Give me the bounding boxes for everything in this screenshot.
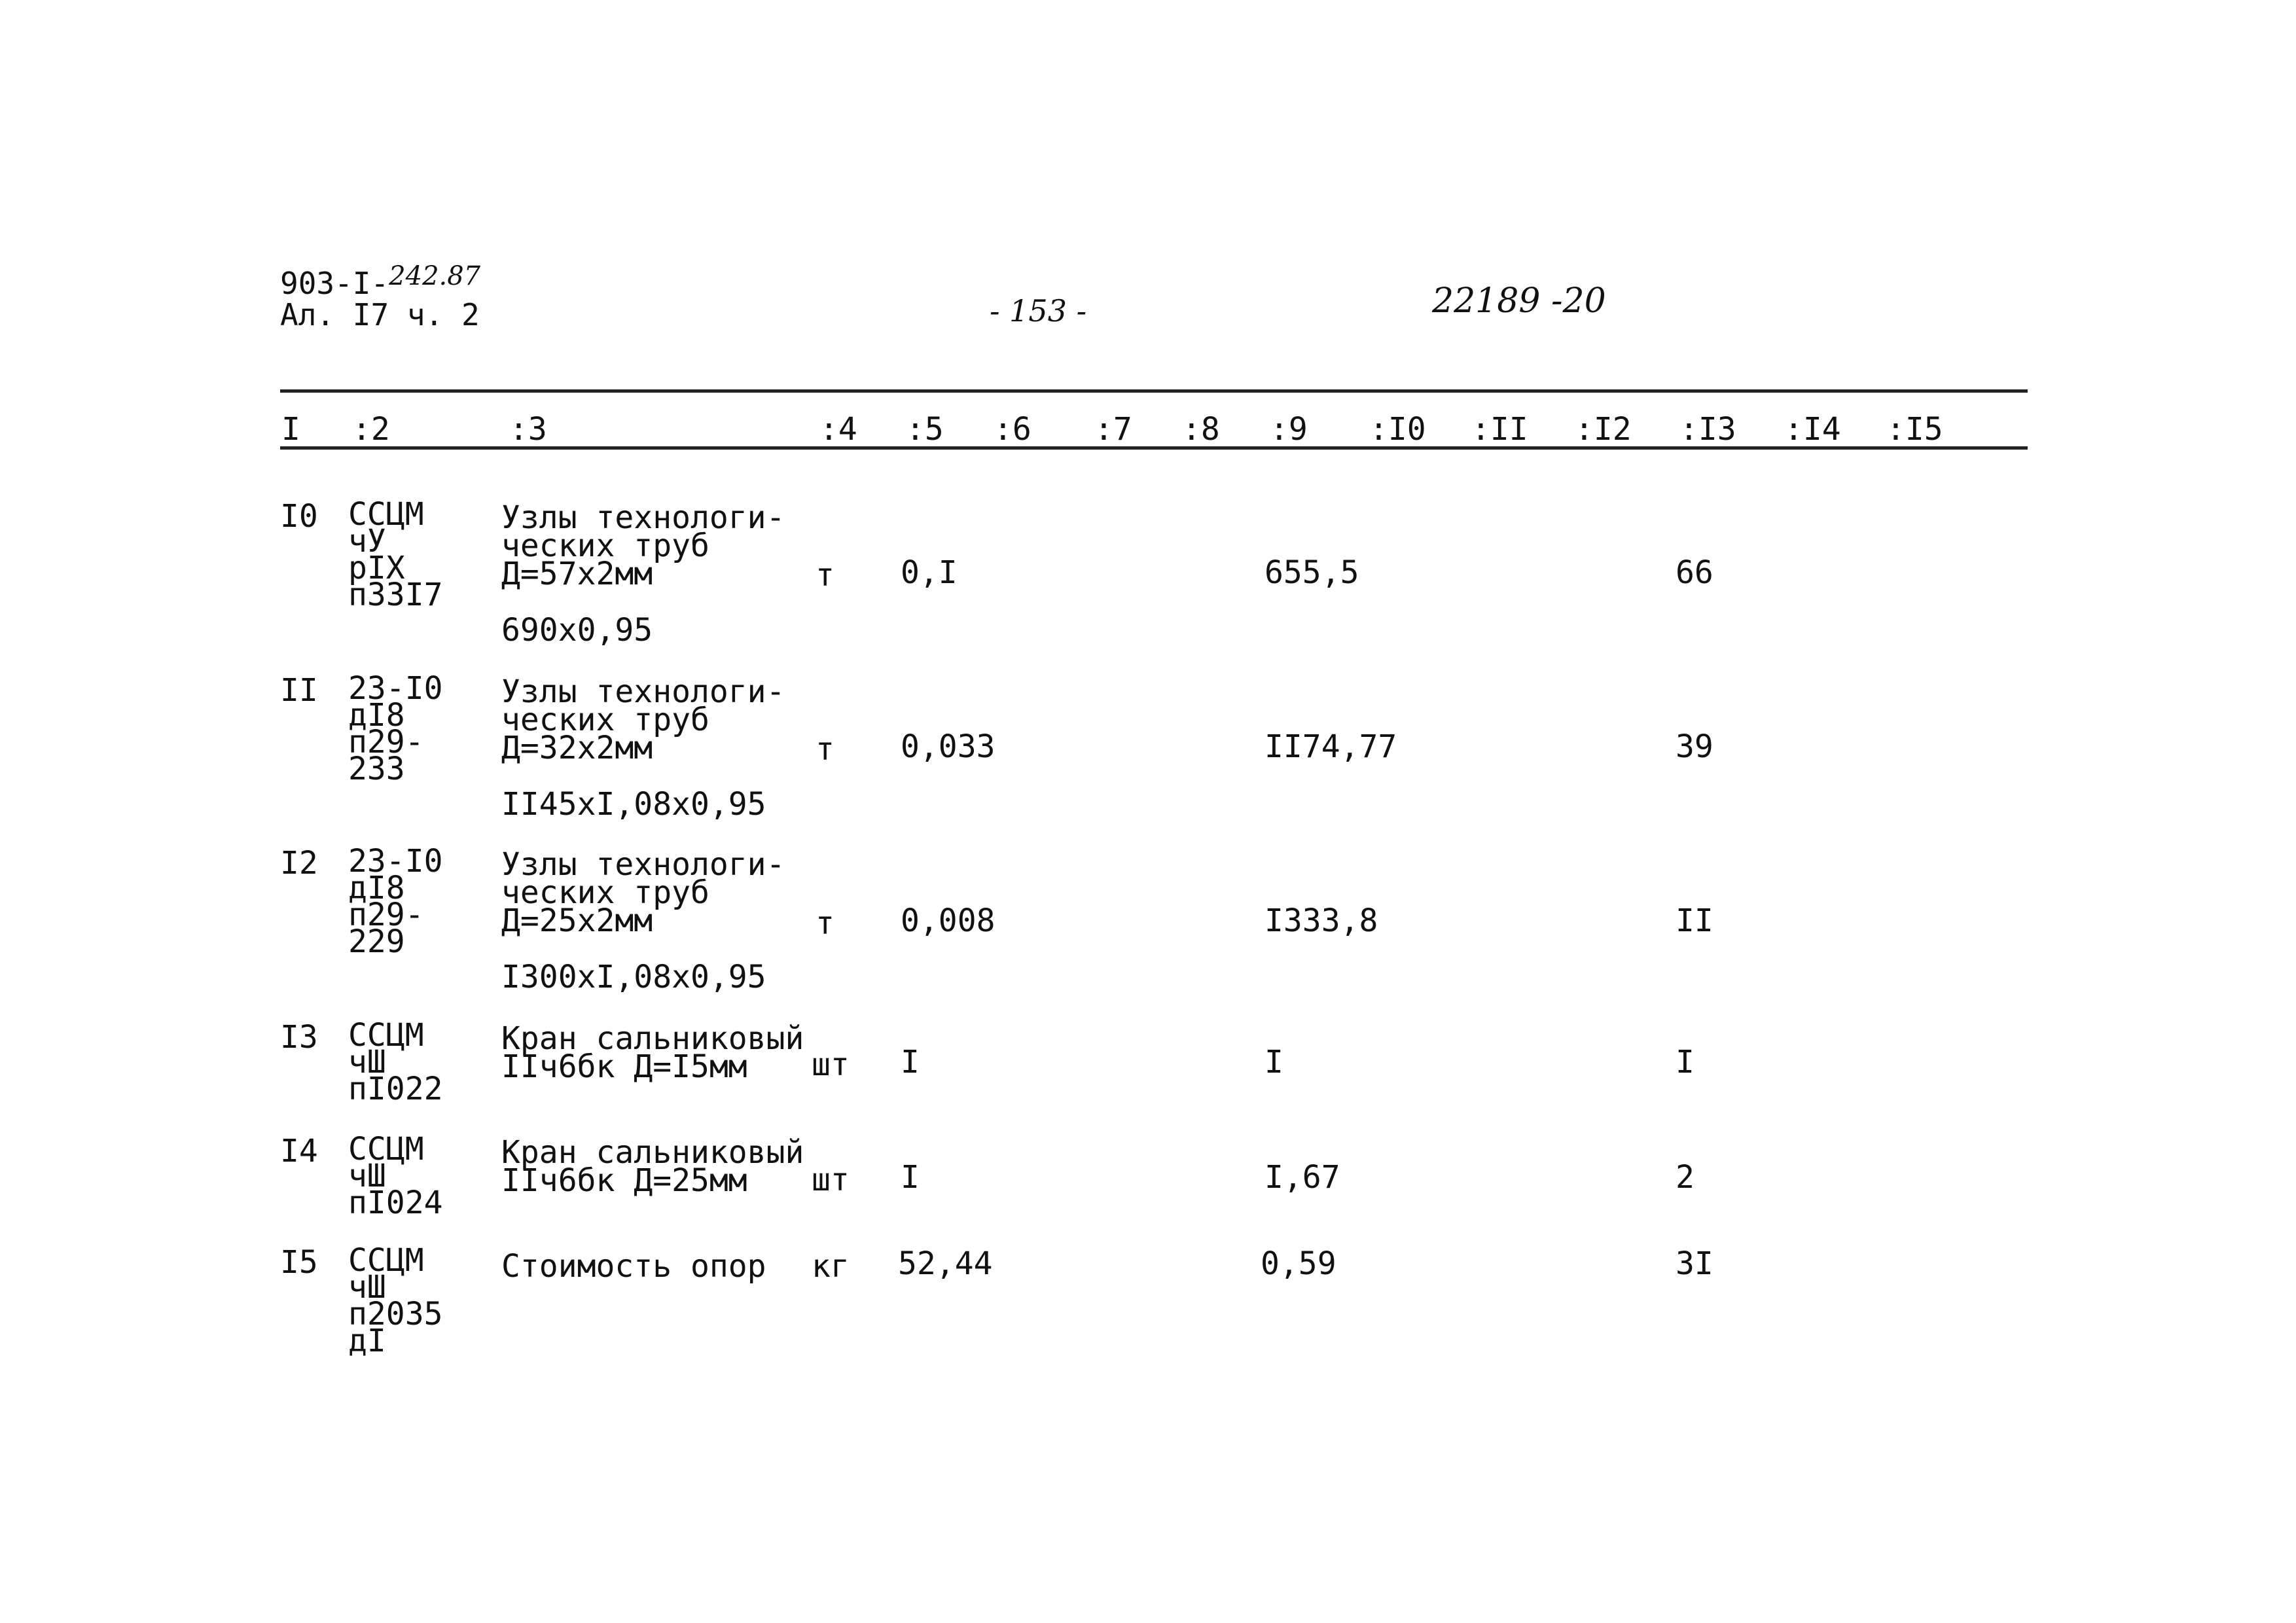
- row-note: I300хI,08х0,95: [501, 959, 766, 995]
- row-price: I: [1265, 1044, 1283, 1080]
- row-quantity: I: [901, 1044, 920, 1080]
- column-header: :I4: [1784, 411, 1841, 448]
- row-unit: кг: [812, 1248, 850, 1285]
- row-price: 655,5: [1265, 554, 1359, 591]
- row-unit: т: [816, 905, 834, 942]
- row-price: I,67: [1265, 1159, 1340, 1196]
- row-unit: шт: [812, 1046, 850, 1083]
- column-header: :II: [1471, 411, 1528, 448]
- row-name: Узлы технологи- ческих труб Д=57х2мм: [501, 499, 785, 592]
- column-header: :I0: [1369, 411, 1426, 448]
- row-number: I0: [280, 498, 318, 535]
- table-top-rule: [280, 389, 2028, 393]
- row-total: 66: [1676, 554, 1713, 591]
- row-name: Кран сальниковый IIч6бк Д=25мм: [501, 1134, 804, 1199]
- row-name: Стоимость опор: [501, 1248, 766, 1285]
- column-header: :I2: [1575, 411, 1632, 448]
- row-price: I333,8: [1265, 902, 1378, 939]
- column-header: :8: [1182, 411, 1220, 448]
- row-quantity: 0,008: [901, 902, 996, 939]
- row-name: Узлы технологи- ческих труб Д=25х2мм: [501, 846, 785, 939]
- row-code: ССЦМ чШ пI022: [348, 1017, 443, 1107]
- row-name: Кран сальниковый IIч6бк Д=I5мм: [501, 1020, 804, 1085]
- row-number: II: [280, 672, 318, 709]
- row-note: II45хI,08х0,95: [501, 786, 766, 823]
- row-number: I5: [280, 1244, 318, 1281]
- column-header: :7: [1094, 411, 1132, 448]
- row-price: 0,59: [1261, 1245, 1336, 1282]
- row-number: I3: [280, 1019, 318, 1056]
- column-header: :5: [906, 411, 944, 448]
- row-quantity: 0,033: [901, 728, 996, 765]
- row-number: I4: [280, 1133, 318, 1169]
- row-quantity: 52,44: [898, 1245, 993, 1282]
- row-total: 2: [1676, 1159, 1695, 1196]
- column-header: :3: [509, 411, 547, 448]
- document-code: [280, 261, 481, 301]
- column-header: I: [281, 411, 300, 448]
- document-code-handwritten: 242.87: [389, 261, 481, 291]
- archive-number: 22189 -20: [1432, 281, 1606, 321]
- column-header: :I3: [1679, 411, 1736, 448]
- row-total: 39: [1676, 728, 1713, 765]
- column-header: :I5: [1886, 411, 1943, 448]
- column-header: :6: [994, 411, 1031, 448]
- row-number: I2: [280, 845, 318, 882]
- page-number: - 153 -: [990, 293, 1087, 329]
- row-note: 690х0,95: [501, 612, 653, 649]
- row-total: II: [1676, 902, 1713, 939]
- row-price: II74,77: [1265, 728, 1397, 765]
- row-unit: т: [816, 731, 834, 768]
- column-header: :2: [352, 411, 390, 448]
- row-total: 3I: [1676, 1245, 1713, 1282]
- row-quantity: I: [901, 1159, 920, 1196]
- album-label: Ал. I7 ч. 2: [280, 297, 480, 332]
- row-unit: шт: [812, 1162, 850, 1198]
- row-code: ССЦМ чШ п2035 дI: [348, 1242, 443, 1359]
- row-name: Узлы технологи- ческих труб Д=32х2мм: [501, 673, 785, 766]
- column-header: :4: [819, 411, 857, 448]
- row-quantity: 0,I: [901, 554, 958, 591]
- row-total: I: [1676, 1044, 1695, 1080]
- row-code: ССЦМ чШ пI024: [348, 1131, 443, 1221]
- row-code: ССЦМ чУ рIX п33I7: [348, 496, 443, 613]
- document-code-prefix: 903-I-: [280, 266, 389, 301]
- column-header: :9: [1270, 411, 1308, 448]
- row-unit: т: [816, 557, 834, 594]
- row-code: 23-I0 дI8 п29- 233: [348, 670, 443, 787]
- row-code: 23-I0 дI8 п29- 229: [348, 843, 443, 960]
